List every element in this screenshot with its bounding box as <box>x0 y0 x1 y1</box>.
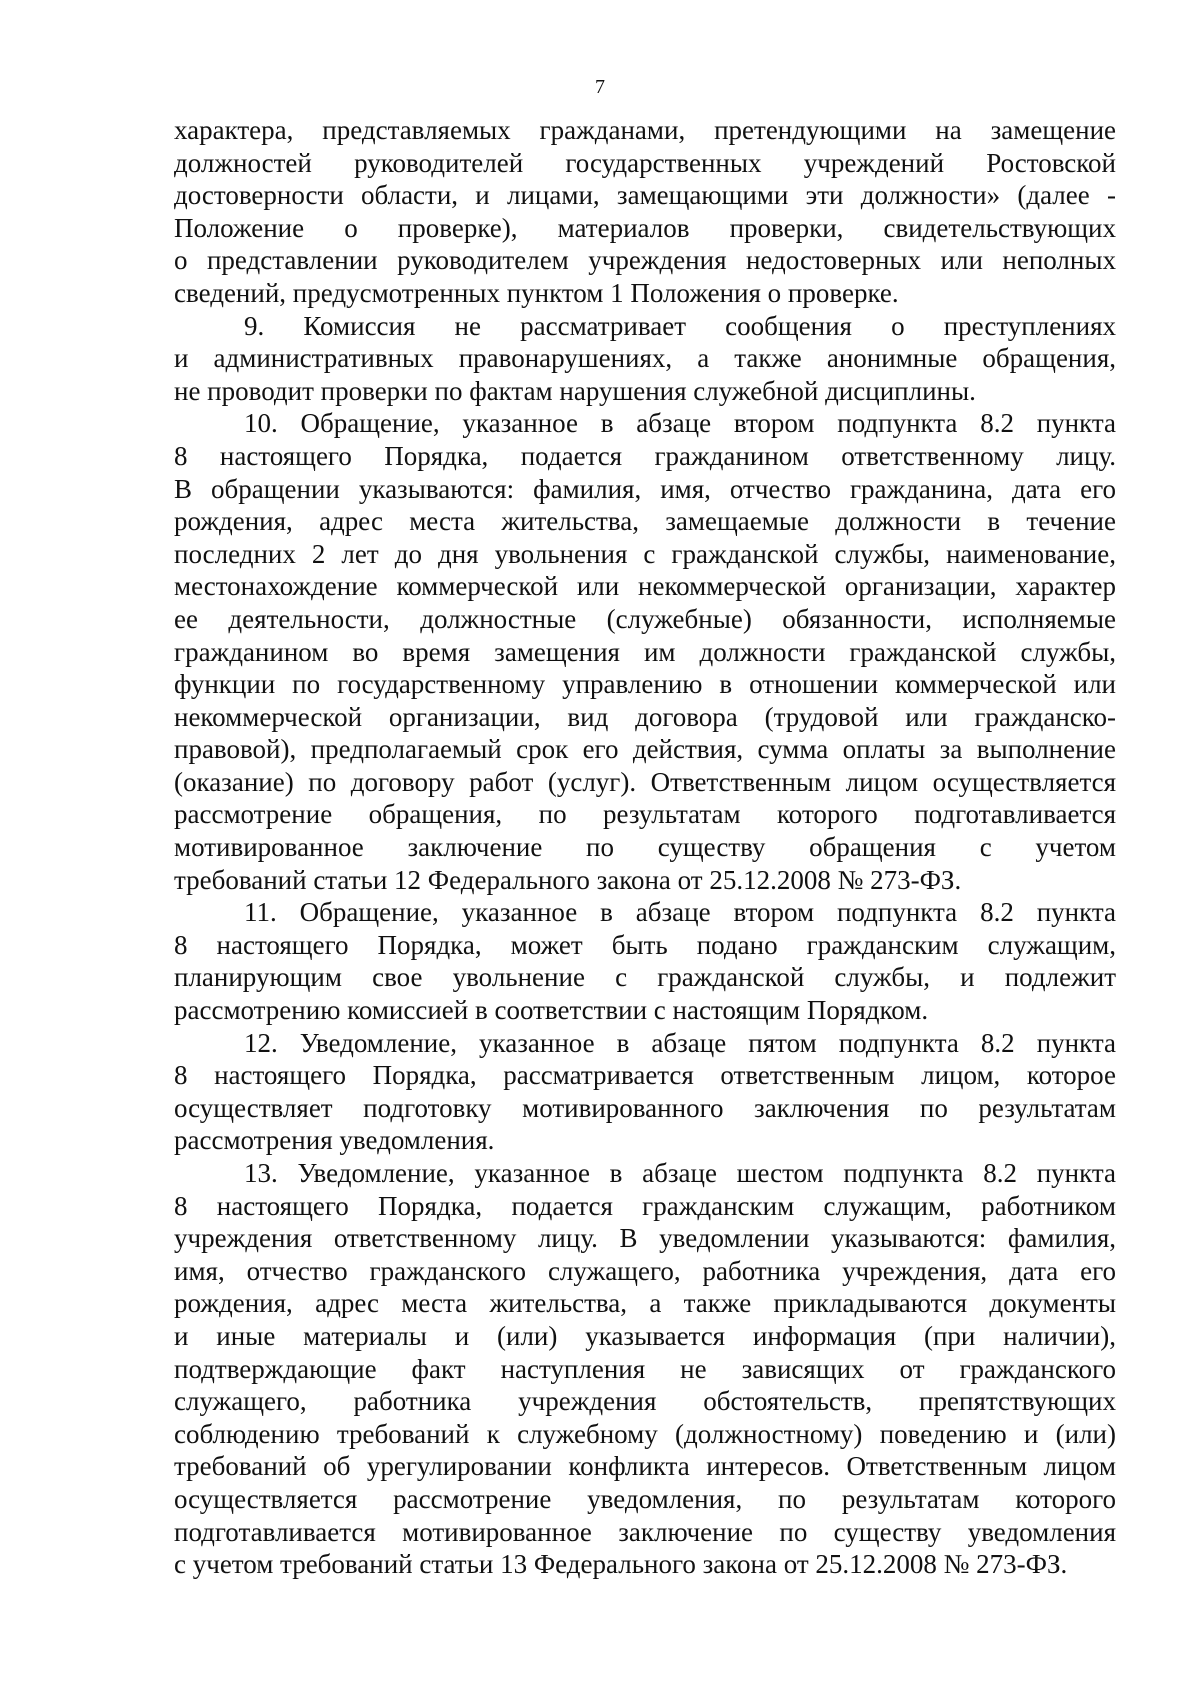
text-line: сведений, предусмотренных пунктом 1 Положения о проверке. <box>174 277 899 308</box>
text-line: ее деятельности, должностные (служебные) обязанности, исполняемые <box>174 603 1116 634</box>
paragraph-11 <box>174 896 1116 1026</box>
text-line: 12. Уведомление, указанное в абзаце пятом подпункта 8.2 пункта <box>244 1027 1116 1058</box>
text-line: осуществляется рассмотрение уведомления, по результатам которого <box>174 1483 1116 1514</box>
text-line: имя, отчество гражданского служащего, работника учреждения, дата его <box>174 1255 1116 1286</box>
text-line: В обращении указываются: фамилия, имя, отчество гражданина, дата его <box>174 473 1116 504</box>
text-line: не проводит проверки по фактам нарушения служебной дисциплины. <box>174 375 976 406</box>
paragraph-13 <box>174 1157 1116 1581</box>
text-line: достоверности области, и лицами, замещающими эти должности» (далее - <box>174 180 1116 211</box>
text-line: 9. Комиссия не рассматривает сообщения о преступлениях <box>244 310 1116 341</box>
text-line: рождения, адрес места жительства, а также прикладываются документы <box>174 1288 1116 1319</box>
paragraph-continuation <box>174 114 1116 310</box>
text-line: (оказание) по договору работ (услуг). Ответственным лицом осуществляется <box>174 766 1116 797</box>
paragraph-12 <box>174 1027 1116 1157</box>
text-line: соблюдению требований к служебному (должностному) поведению и (или) <box>174 1418 1116 1449</box>
text-line: и административных правонарушениях, а также анонимные обращения, <box>174 343 1116 374</box>
page-number: 7 <box>595 76 605 98</box>
text-line: и иные материалы и (или) указывается информация (при наличии), <box>174 1320 1116 1351</box>
text-line: 8 настоящего Порядка, подается гражданином ответственному лицу. <box>174 440 1116 471</box>
text-line: некоммерческой организации, вид договора (трудовой или гражданско- <box>174 701 1116 732</box>
text-line: рассмотрения уведомления. <box>174 1125 495 1156</box>
text-line: гражданином во время замещения им должности гражданской службы, <box>174 636 1116 667</box>
text-line: 11. Обращение, указанное в абзаце втором подпункта 8.2 пункта <box>244 897 1116 928</box>
text-line: правовой), предполагаемый срок его действия, сумма оплаты за выполнение <box>174 734 1116 765</box>
text-line: рассмотрению комиссией в соответствии с настоящим Порядком. <box>174 995 929 1026</box>
text-line: осуществляет подготовку мотивированного заключения по результатам <box>174 1092 1116 1123</box>
text-line: требований об урегулировании конфликта интересов. Ответственным лицом <box>174 1451 1116 1482</box>
paragraph-10 <box>174 407 1116 896</box>
text-line: 8 настоящего Порядка, может быть подано гражданским служащим, <box>174 929 1116 960</box>
text-line: требований статьи 12 Федерального закона от 25.12.2008 № 273-ФЗ. <box>174 864 962 895</box>
text-line: 8 настоящего Порядка, рассматривается ответственным лицом, которое <box>174 1060 1116 1091</box>
text-line: функции по государственному управлению в отношении коммерческой или <box>174 669 1116 700</box>
document-body <box>174 114 1116 1581</box>
text-line: 8 настоящего Порядка, подается гражданским служащим, работником <box>174 1190 1116 1221</box>
text-line: учреждения ответственному лицу. В уведомлении указываются: фамилия, <box>174 1223 1116 1254</box>
text-line: мотивированное заключение по существу обращения с учетом <box>174 832 1116 863</box>
text-line: подготавливается мотивированное заключение по существу уведомления <box>174 1516 1116 1547</box>
text-line: характера, представляемых гражданами, претендующими на замещение <box>174 115 1116 145</box>
text-line: должностей руководителей государственных учреждений Ростовской <box>174 147 1116 178</box>
text-line: рассмотрение обращения, по результатам которого подготавливается <box>174 799 1116 830</box>
text-line: планирующим свое увольнение с гражданской службы, и подлежит <box>174 962 1116 993</box>
text-line: рождения, адрес места жительства, замещаемые должности в течение <box>174 506 1116 537</box>
text-line: последних 2 лет до дня увольнения с гражданской службы, наименование, <box>174 538 1116 569</box>
text-line: о представлении руководителем учреждения недостоверных или неполных <box>174 245 1116 276</box>
text-line: служащего, работника учреждения обстоятельств, препятствующих <box>174 1386 1116 1417</box>
text-line: Положение о проверке), материалов проверки, свидетельствующих <box>174 212 1116 243</box>
text-line: 10. Обращение, указанное в абзаце втором подпункта 8.2 пункта <box>244 408 1116 439</box>
text-line: 13. Уведомление, указанное в абзаце шестом подпункта 8.2 пункта <box>244 1158 1116 1188</box>
text-line: подтверждающие факт наступления не зависящих от гражданского <box>174 1353 1116 1384</box>
text-line: местонахождение коммерческой или некоммерческой организации, характер <box>174 571 1116 602</box>
paragraph-9 <box>174 310 1116 408</box>
text-line: с учетом требований статьи 13 Федерального закона от 25.12.2008 № 273-ФЗ. <box>174 1549 1068 1580</box>
